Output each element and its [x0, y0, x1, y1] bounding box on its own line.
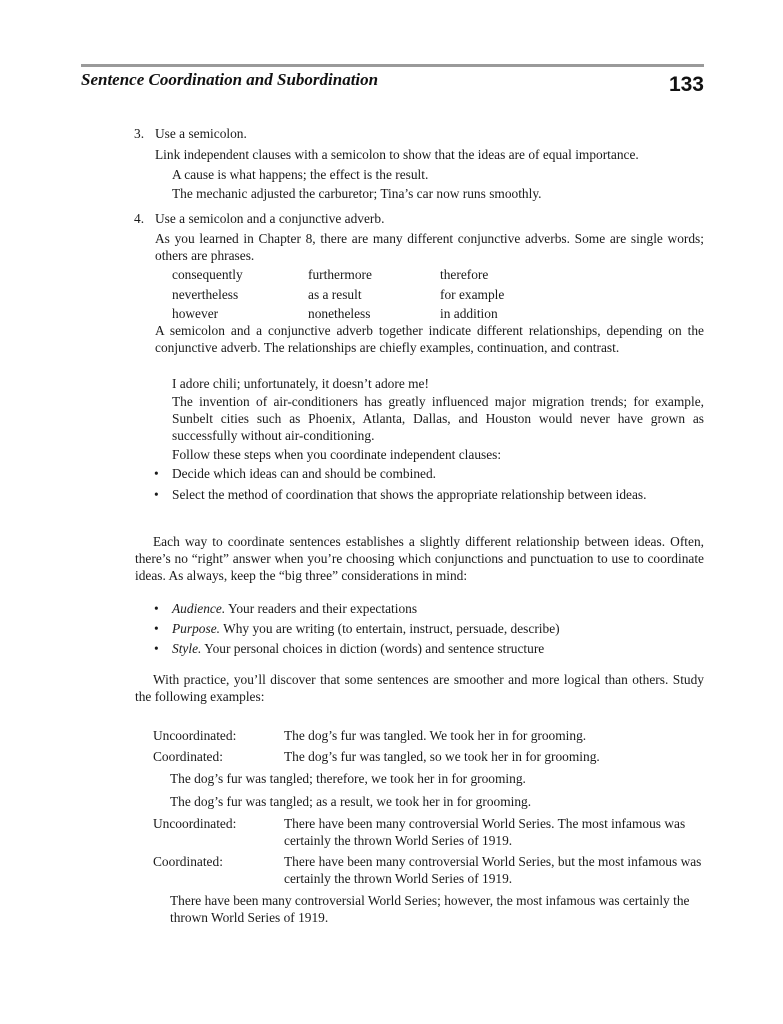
adverb-cell: therefore — [440, 267, 489, 282]
steps-intro: Follow these steps when you coordinate independent clauses: — [172, 447, 502, 462]
label-coordinated: Coordinated: — [153, 749, 223, 764]
label-uncoordinated: Uncoordinated: — [153, 728, 237, 743]
item-4-example-2: The invention of air-conditioners has greatly influenced major migration trends; for example, Sunbelt cities such as Phoenix, Atlanta, Dallas, and Houston would never have grown as successfully without air-conditioning. — [172, 394, 704, 443]
paragraph-coordination: Each way to coordinate sentences establishes a slightly different relationship between ideas. Often, there’s no “right” answer when you’re choosing which conjunctions and punctuation to use to coordinate ideas. As always, keep the “big three” considerations in mind: — [135, 534, 704, 583]
bullet-marker: • — [154, 601, 159, 616]
adverb-cell: as a result — [308, 287, 362, 302]
item-4-text-2: A semicolon and a conjunctive adverb together indicate different relationships, depending on the conjunctive adverb. The relationships are chiefly examples, continuation, and contrast. — [155, 323, 704, 355]
example-2-alternative: There have been many controversial World Series; however, the most infamous was certainly the thrown World Series of 1919. — [170, 893, 690, 925]
adverb-cell: for example — [440, 287, 505, 302]
item-3-heading: Use a semicolon. — [155, 126, 247, 141]
term: Style. — [172, 641, 202, 656]
bullet-marker: • — [154, 466, 159, 481]
big-three-item-purpose — [172, 620, 560, 637]
item-3-number: 3. — [134, 126, 145, 141]
big-three-item-audience — [172, 600, 417, 617]
term: Audience. — [172, 601, 226, 616]
example-1-uncoordinated: The dog’s fur was tangled. We took her in for grooming. — [284, 728, 587, 743]
adverb-cell: in addition — [440, 306, 498, 321]
adverb-cell: consequently — [172, 267, 243, 282]
adverb-cell: nevertheless — [172, 287, 239, 302]
adverb-cell: furthermore — [308, 267, 372, 282]
example-2-uncoordinated: There have been many controversial World Series. The most infamous was certainly the thrown World Series of 1919. — [284, 816, 686, 848]
label-uncoordinated: Uncoordinated: — [153, 816, 237, 831]
paragraph-practice: With practice, you’ll discover that some sentences are smoother and more logical than others. Study the following examples: — [135, 672, 704, 704]
example-2-coordinated: There have been many controversial World Series, but the most infamous was certainly the thrown World Series of 1919. — [284, 854, 702, 886]
label-coordinated: Coordinated: — [153, 854, 223, 869]
description: Your readers and their expectations — [228, 601, 418, 616]
bullet-marker: • — [154, 621, 159, 636]
item-4-example-1: I adore chili; unfortunately, it doesn’t adore me! — [172, 376, 429, 391]
step-item: Decide which ideas can and should be combined. — [172, 466, 437, 481]
item-4-text: As you learned in Chapter 8, there are many different conjunctive adverbs. Some are single words; others are phrases. — [155, 231, 704, 263]
bullet-marker: • — [154, 487, 159, 502]
item-3-example-2: The mechanic adjusted the carburetor; Tina’s car now runs smoothly. — [172, 186, 542, 201]
item-4-heading: Use a semicolon and a conjunctive adverb. — [155, 211, 385, 226]
example-1-alternative-1: The dog’s fur was tangled; therefore, we took her in for grooming. — [170, 771, 526, 786]
step-item: Select the method of coordination that shows the appropriate relationship between ideas. — [172, 487, 647, 502]
example-1-coordinated: The dog’s fur was tangled, so we took her in for grooming. — [284, 749, 600, 764]
adverb-cell: however — [172, 306, 219, 321]
item-4-number: 4. — [134, 211, 145, 226]
adverb-cell: nonetheless — [308, 306, 371, 321]
page-number: 133 — [668, 73, 704, 96]
example-1-alternative-2: The dog’s fur was tangled; as a result, we took her in for grooming. — [170, 794, 532, 809]
bullet-marker: • — [154, 641, 159, 656]
header-rule — [81, 64, 704, 67]
description: Your personal choices in diction (words) and sentence structure — [204, 641, 545, 656]
running-header-title: Sentence Coordination and Subordination — [81, 70, 379, 89]
term: Purpose. — [172, 621, 220, 636]
big-three-item-style — [172, 640, 544, 657]
item-3-text: Link independent clauses with a semicolon to show that the ideas are of equal importance. — [155, 147, 639, 162]
description: Why you are writing (to entertain, instruct, persuade, describe) — [223, 621, 560, 636]
item-3-example-1: A cause is what happens; the effect is the result. — [172, 167, 429, 182]
